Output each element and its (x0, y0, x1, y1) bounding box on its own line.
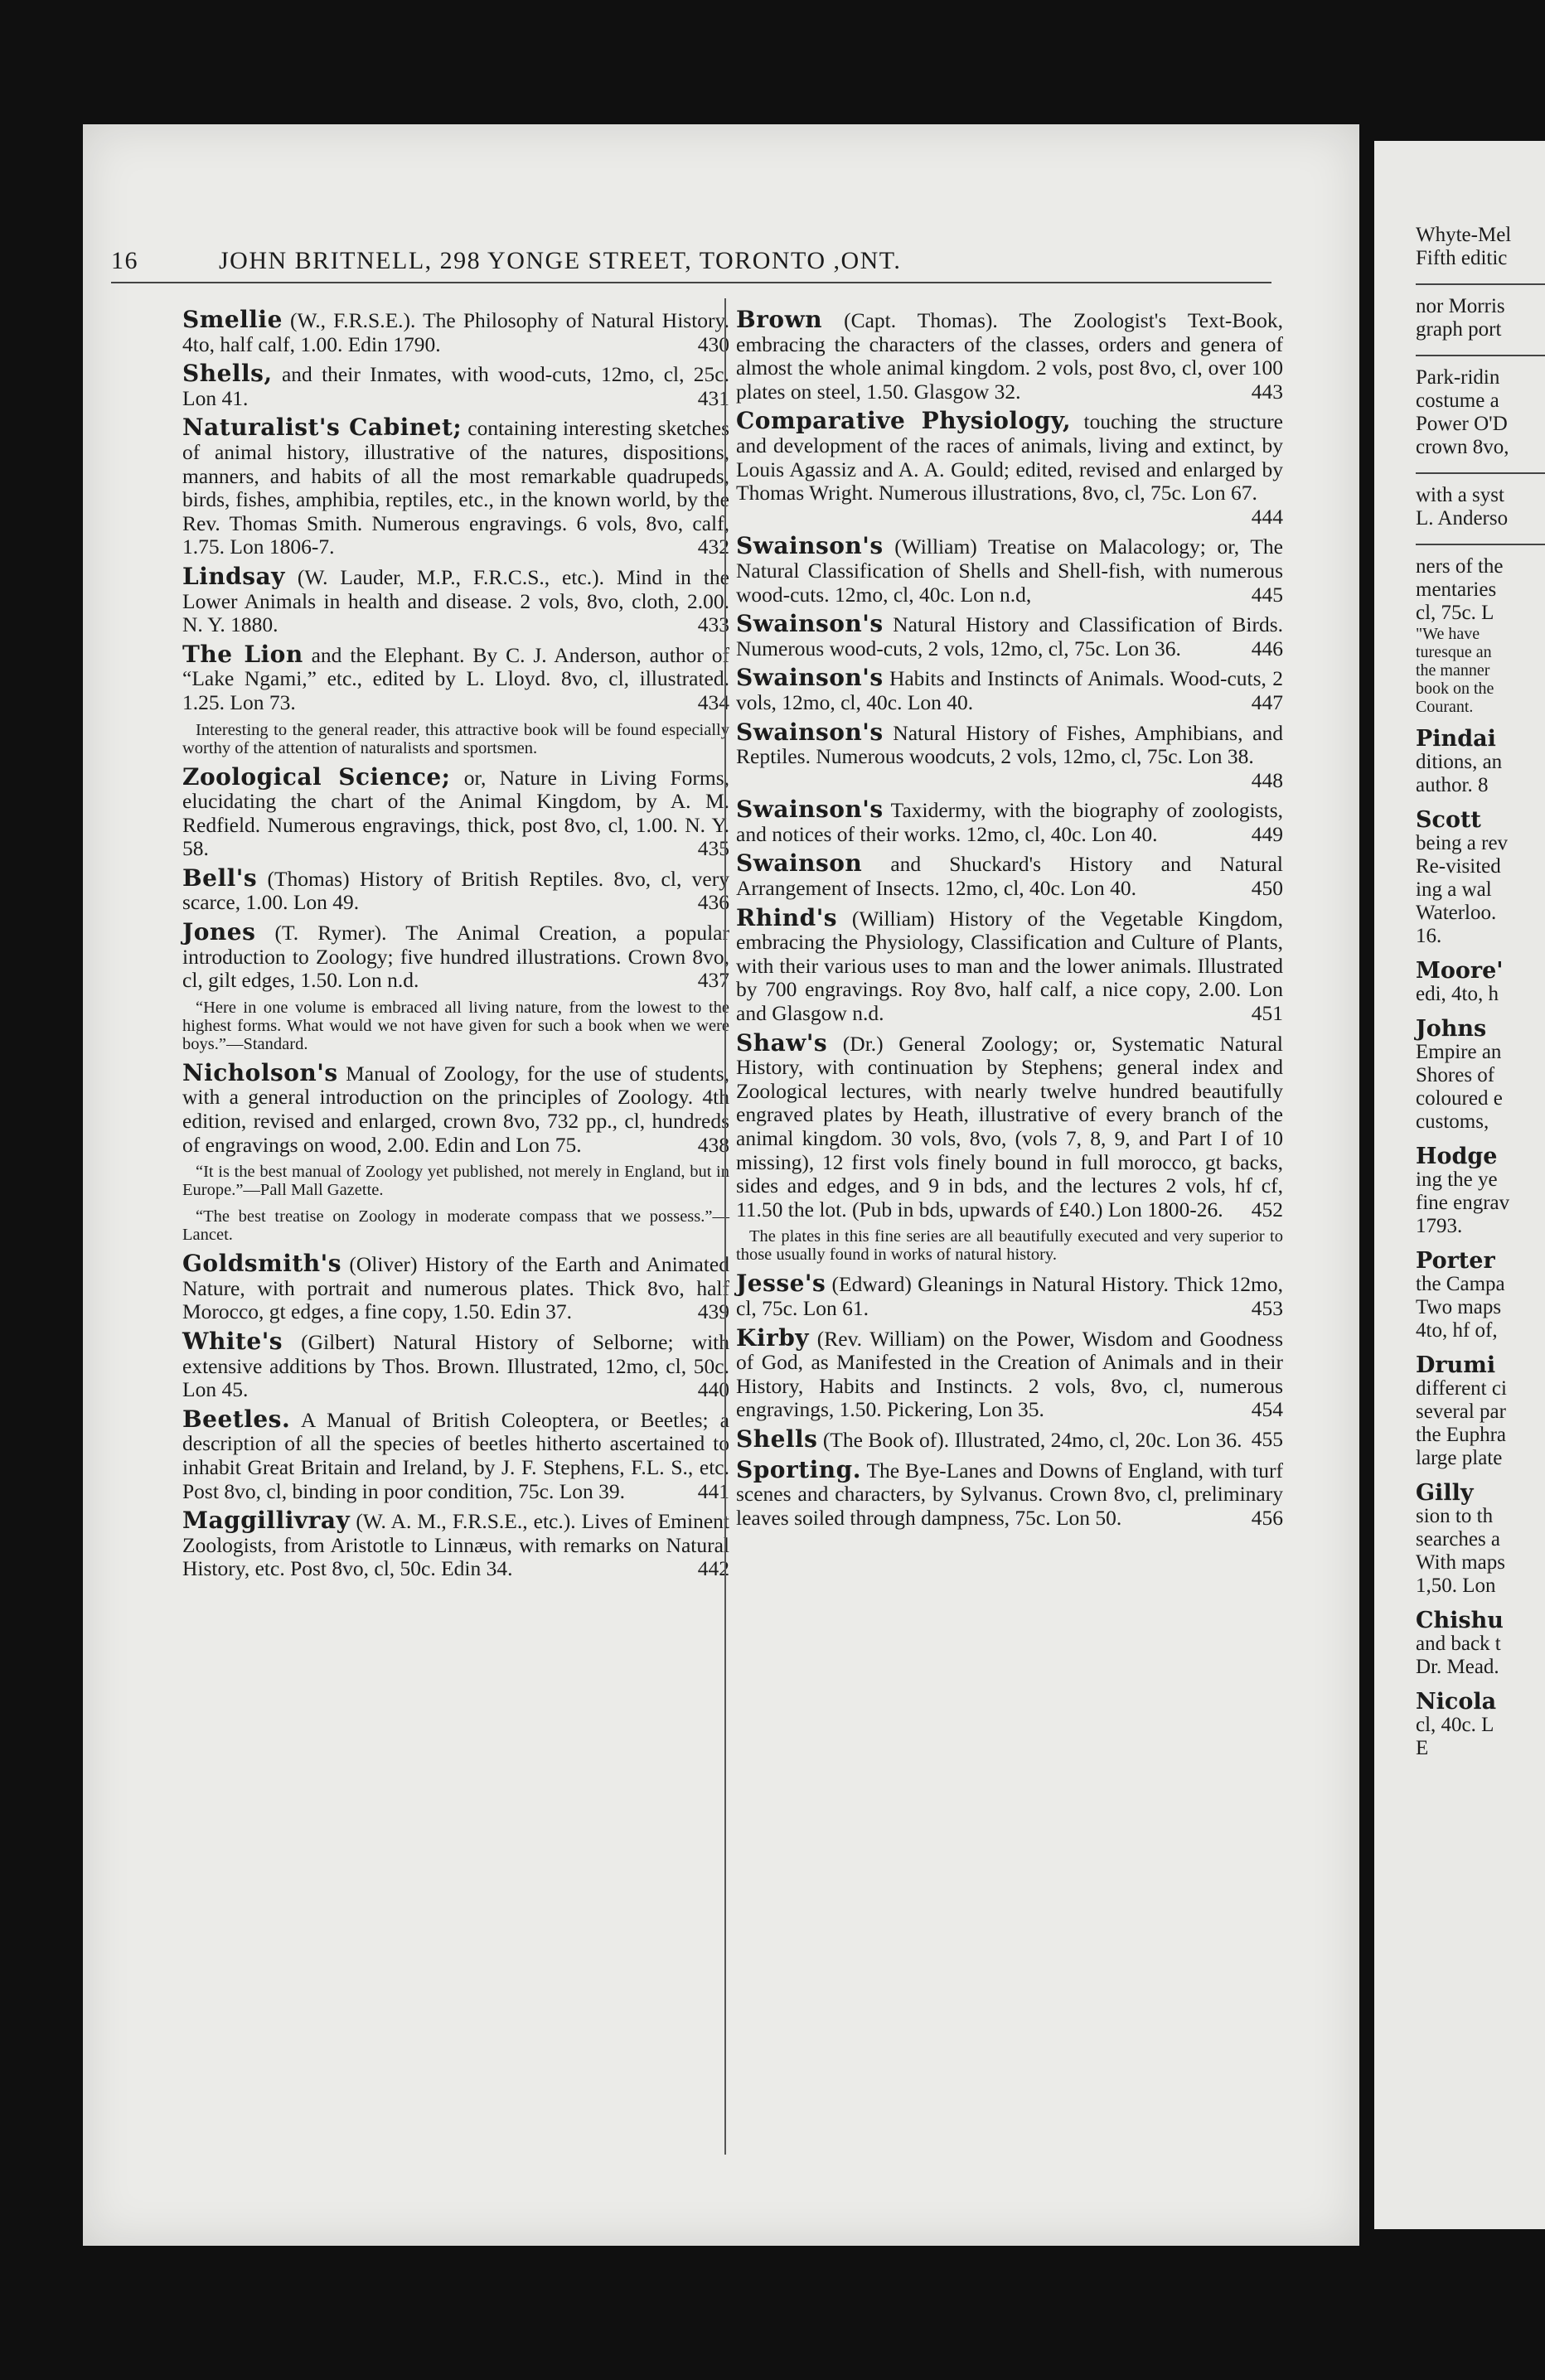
entry-description: (T. Rymer). The Animal Creation, a popular introduction to Zoology; five hundred illustrations. Crown 8vo, cl, gilt edges, 1.50. Lon n.d. (182, 921, 729, 993)
entry-heading: Sporting. (736, 1455, 861, 1483)
entry-heading: Nicholson's (182, 1058, 338, 1086)
next-page-edge (1374, 141, 1545, 2229)
next-page-text: the Campa (1416, 1273, 1505, 1295)
entry-description: and their Inmates, with wood-cuts, 12mo, cl, 25c. Lon 41. (182, 362, 729, 410)
next-page-text: Shores of (1416, 1064, 1495, 1086)
next-page-text: ing a wal (1416, 878, 1492, 901)
next-page-text: crown 8vo, (1416, 436, 1509, 458)
running-title: JOHN BRITNELL, 298 YONGE STREET, TORONTO ,ONT. (219, 247, 902, 274)
entry-heading: Shaw's (736, 1028, 828, 1057)
section-rule (1416, 544, 1545, 545)
entry-description: touching the structure and development of the races of animals, living and extinct, by Louis Agassiz and A. A. Gould; edited, revised and enlarged by Thomas Wright. Numerous illustrations, 8vo, cl, 75c. Lon 67. (736, 409, 1283, 506)
next-page-text: "We have (1416, 625, 1480, 643)
entry-number: 447 (1251, 689, 1283, 714)
entry-heading: White's (182, 1328, 283, 1355)
next-page-text: cl, 75c. L (1416, 602, 1494, 624)
entry-description: (The Book of). Illustrated, 24mo, cl, 20c. Lon 36. (817, 1427, 1242, 1452)
catalog-entry (182, 416, 729, 559)
next-page-text: and back t (1416, 1633, 1501, 1655)
page-number: 16 (111, 247, 138, 274)
entry-heading: Lindsay (182, 562, 285, 590)
next-page-text: Scott (1416, 807, 1481, 833)
section-rule (1416, 355, 1545, 356)
entry-note: “The best treatise on Zoology in moderate compass that we possess.”—Lancet. (182, 1207, 729, 1245)
entry-heading: Smellie (182, 306, 283, 333)
next-page-text: Gilly (1416, 1480, 1474, 1506)
catalog-entry (182, 362, 729, 410)
entry-description: and the Elephant. By C. J. Anderson, author of “Lake Ngami,” etc., edited by L. Lloyd. 8vo, cl, illustrated. 1.25. Lon 73. (182, 642, 729, 714)
next-page-text: different ci (1416, 1377, 1507, 1400)
next-page-text: Fifth editic (1416, 247, 1508, 269)
entry-description: (Dr.) General Zoology; or, Systematic Natural History, with continuation by Stephens; general index and Zoological lectures, with nearly twelve hundred beautifully engraved plates by Heath, illustrative of every branch of the animal kingdom. 30 vols, 8vo, (vols 7, 8, 9, and Part I of 10 missing), 12 first vols finely bound in full morocco, gt backs, sides and edges, and 9 in bds, and the lectures 2 vols, hf cf, 11.50 the lot. (Pub in bds, upwards of £40.) Lon 1800-26. (736, 1031, 1283, 1221)
page-header (111, 247, 1271, 275)
entry-number: 445 (1251, 582, 1283, 607)
next-page-text: cl, 40c. L (1416, 1714, 1494, 1736)
entry-description: (W. Lauder, M.P., F.R.C.S., etc.). Mind in the Lower Animals in health and disease. 2 vols, 8vo, cloth, 2.00. N. Y. 1880. (182, 564, 729, 637)
entry-description: and Shuckard's History and Natural Arrangement of Insects. 12mo, cl, 40c. Lon 40. (736, 852, 1283, 901)
entry-description: A Manual of British Coleoptera, or Beetles; a description of all the species of beetles hitherto ascertained to inhabit Great Britain and Ireland, by J. F. Stephens, F.L. S., etc. Post 8vo, cl, binding in poor condition, 75c. Lon 39. (182, 1407, 729, 1503)
next-page-text: searches a (1416, 1528, 1501, 1550)
next-page-text: ing the ye (1416, 1168, 1498, 1191)
entry-description: Taxidermy, with the biography of zoologists, and notices of their works. 12mo, cl, 40c. Lon 40. (736, 798, 1283, 846)
catalog-entry (182, 918, 729, 993)
entry-note: The plates in this fine series are all beautifully executed and very superior to those usually found in works of natural history. (736, 1227, 1283, 1265)
entry-number: 439 (697, 1299, 729, 1324)
entry-heading: Jones (182, 918, 256, 946)
next-page-text: 4to, hf of, (1416, 1319, 1498, 1342)
entry-heading: Shells (736, 1425, 818, 1453)
entry-description: (W., F.R.S.E.). The Philosophy of Natural History. 4to, half calf, 1.00. Edin 1790. (182, 308, 729, 356)
right-column (736, 308, 1283, 1536)
catalog-entry (736, 1028, 1283, 1222)
next-page-text: 16. (1416, 925, 1442, 947)
entry-heading: Swainson (736, 849, 863, 878)
next-page-text: Re-visited (1416, 855, 1501, 878)
catalog-entry (182, 562, 729, 637)
entry-heading: Comparative Physiology, (736, 407, 1072, 435)
entry-number: 437 (697, 968, 729, 993)
entry-number: 433 (697, 612, 729, 637)
entry-description: (W. A. M., F.R.S.E., etc.). Lives of Eminent Zoologists, from Aristotle to Linnæus, with remarks on Natural History, etc. Post 8vo, cl, 50c. Edin 34. (182, 1509, 729, 1581)
next-page-text: Two maps (1416, 1296, 1502, 1318)
entry-heading: Naturalist's Cabinet; (182, 414, 463, 442)
catalog-entry (736, 409, 1283, 529)
entry-heading: The Lion (182, 640, 303, 668)
catalog-entry (736, 666, 1283, 714)
entry-number: 449 (1251, 821, 1283, 846)
catalog-entry (736, 849, 1283, 901)
next-page-text: E (1416, 1737, 1429, 1759)
next-page-text: Moore' (1416, 958, 1504, 984)
entry-heading: Zoological Science; (182, 762, 451, 791)
section-rule (1416, 472, 1545, 474)
entry-heading: Brown (736, 306, 823, 333)
catalog-entry (736, 1455, 1283, 1531)
entry-number: 441 (697, 1478, 729, 1503)
entry-number: 440 (697, 1377, 729, 1402)
next-page-text: Whyte-Mel (1416, 224, 1512, 246)
entry-number: 436 (697, 890, 729, 915)
next-page-text: L. Anderso (1416, 507, 1509, 530)
next-page-text: Dr. Mead. (1416, 1656, 1499, 1678)
entry-heading: Beetles. (182, 1405, 291, 1433)
catalog-entry (182, 1252, 729, 1324)
entry-number: 442 (697, 1556, 729, 1581)
catalog-entry (182, 640, 729, 715)
entry-number: 456 (1251, 1505, 1283, 1530)
entry-number: 453 (1251, 1295, 1283, 1320)
next-page-text: sion to th (1416, 1505, 1494, 1527)
next-page-text: ditions, an (1416, 751, 1503, 773)
next-page-text: Nicola (1416, 1689, 1497, 1715)
entry-description: Natural History and Classification of Birds. Numerous wood-cuts, 2 vols, 12mo, cl, 75c. Lon 36. (736, 612, 1283, 660)
header-rule (111, 282, 1271, 283)
entry-description: (Edward) Gleanings in Natural History. Thick 12mo, cl, 75c. Lon 61. (736, 1272, 1283, 1320)
entry-heading: Bell's (182, 863, 258, 892)
catalog-entry (736, 308, 1283, 404)
next-page-text: the Euphra (1416, 1424, 1506, 1446)
entry-heading: Jesse's (736, 1270, 826, 1298)
entry-number: 451 (1251, 1001, 1283, 1026)
next-page-text: book on the (1416, 680, 1494, 698)
entry-number: 448 (1251, 767, 1283, 792)
entry-heading: Rhind's (736, 903, 838, 931)
next-page-text: ners of the (1416, 555, 1504, 578)
next-page-text: large plate (1416, 1447, 1503, 1469)
catalog-entry (736, 1323, 1283, 1422)
entry-number: 431 (697, 385, 729, 410)
entry-description: Natural History of Fishes, Amphibians, and Reptiles. Numerous woodcuts, 2 vols, 12mo, cl, 75c. Lon 38. (736, 720, 1283, 769)
next-page-text: 1793. (1416, 1215, 1463, 1237)
entry-description: (Thomas) History of British Reptiles. 8vo, cl, very scarce, 1.00. Lon 49. (182, 866, 729, 915)
entry-number: 444 (1251, 504, 1283, 529)
next-page-text: Power O'D (1416, 413, 1508, 435)
entry-number: 432 (697, 535, 729, 559)
entry-heading: Shells, (182, 360, 273, 388)
catalog-entry (182, 1058, 729, 1157)
entry-description: The Bye-Lanes and Downs of England, with turf scenes and characters, by Sylvanus. Crown 8vo, cl, preliminary leaves soiled through dampness, 75c. Lon 50. (736, 1458, 1283, 1530)
next-page-text: 1,50. Lon (1416, 1575, 1496, 1597)
next-page-text: fine engrav (1416, 1192, 1510, 1214)
catalog-entry (736, 718, 1283, 793)
next-page-text: Hodge (1416, 1144, 1498, 1169)
next-page-text: with a syst (1416, 484, 1504, 506)
next-page-text: Waterloo. (1416, 902, 1497, 924)
next-page-text: costume a (1416, 389, 1499, 412)
catalog-entry (736, 1272, 1283, 1320)
catalog-entry (736, 1425, 1283, 1453)
catalog-entry (182, 762, 729, 861)
catalog-entry (182, 863, 729, 915)
next-page-text: Empire an (1416, 1041, 1502, 1063)
entry-number: 452 (1251, 1197, 1283, 1221)
entry-number: 454 (1251, 1397, 1283, 1422)
catalog-entry (182, 308, 729, 356)
catalog-entry (182, 1509, 729, 1581)
catalog-entry (736, 798, 1283, 846)
next-page-text: Chishu (1416, 1608, 1504, 1633)
entry-heading: Swainson's (736, 610, 884, 638)
column-divider (724, 298, 726, 2155)
next-page-text: edi, 4to, h (1416, 983, 1499, 1005)
next-page-text: the manner (1416, 661, 1490, 680)
entry-description: (Rev. William) on the Power, Wisdom and Goodness of God, as Manifested in the Creation of Animals and in their History, Habits and Instincts. 2 vols, 8vo, cl, numerous engravings, 1.50. Pickering, Lon 35. (736, 1326, 1283, 1422)
entry-description: (Gilbert) Natural History of Selborne; with extensive additions by Thos. Brown. Illustrated, 12mo, cl, 50c. Lon 45. (182, 1330, 729, 1402)
entry-heading: Swainson's (736, 664, 884, 692)
next-page-text: Johns (1416, 1016, 1487, 1042)
entry-note: “Here in one volume is embraced all living nature, from the lowest to the highest forms. What would we not have given for such a book when we were boys.”—Standard. (182, 998, 729, 1053)
entry-number: 446 (1251, 636, 1283, 660)
next-page-text: coloured e (1416, 1087, 1503, 1110)
catalog-entry (182, 1330, 729, 1402)
next-page-text: several par (1416, 1400, 1506, 1423)
next-page-text: customs, (1416, 1110, 1489, 1133)
section-rule (1416, 283, 1545, 285)
entry-heading: Swainson's (736, 796, 884, 824)
entry-number: 450 (1251, 876, 1283, 901)
next-page-text: being a rev (1416, 832, 1509, 854)
next-page-text: Drumi (1416, 1352, 1496, 1378)
entry-heading: Goldsmith's (182, 1250, 341, 1278)
next-page-text: Courant. (1416, 698, 1474, 716)
catalog-entry (736, 532, 1283, 607)
entry-heading: Kirby (736, 1323, 810, 1352)
entry-number: 455 (1251, 1426, 1283, 1451)
catalog-entry (736, 903, 1283, 1026)
entry-description: (William) History of the Vegetable Kingdom, embracing the Physiology, Classification and Culture of Plants, with their various uses to man and the lower animals. Illustrated by 700 engravings. Roy 8vo, half calf, a nice copy, 2.00. Lon and Glasgow n.d. (736, 906, 1283, 1026)
entry-number: 434 (697, 689, 729, 714)
next-page-text: author. 8 (1416, 774, 1489, 796)
entry-note: Interesting to the general reader, this attractive book will be found especially worthy of the attention of naturalists and sportsmen. (182, 720, 729, 757)
entry-description: (William) Treatise on Malacology; or, The Natural Classification of Shells and Shell-fish, with numerous wood-cuts. 12mo, cl, 40c. Lon n.d, (736, 535, 1283, 607)
catalog-entry (736, 612, 1283, 660)
next-page-text: Park-ridin (1416, 366, 1500, 389)
entry-heading: Swainson's (736, 532, 884, 560)
entry-note: “It is the best manual of Zoology yet published, not merely in England, but in Europe.”—Pall Mall Gazette. (182, 1163, 729, 1200)
next-page-text: mentaries (1416, 578, 1497, 601)
entry-description: (Oliver) History of the Earth and Animated Nature, with portrait and numerous plates. Thick 8vo, half Morocco, gt edges, a fine copy, 1.50. Edin 37. (182, 1252, 729, 1324)
next-page-text: With maps (1416, 1551, 1506, 1574)
entry-heading: Swainson's (736, 718, 884, 746)
entry-number: 430 (697, 331, 729, 356)
next-page-text: turesque an (1416, 643, 1492, 661)
entry-description: containing interesting sketches of animal history, illustrative of the natures, dispositions, manners, and habits of all the most remarkable quadrupeds, birds, fishes, amphibia, reptiles, etc., in the known world, by the Rev. Thomas Smith. Numerous engravings. 6 vols, 8vo, calf, 1.75. Lon 1806-7. (182, 416, 730, 559)
entry-number: 435 (697, 836, 729, 861)
entry-description: Habits and Instincts of Animals. Wood-cuts, 2 vols, 12mo, cl, 40c. Lon 40. (736, 666, 1283, 714)
entry-description: (Capt. Thomas). The Zoologist's Text-Book, embracing the characters of the classes, orders and genera of almost the whole animal kingdom. 2 vols, post 8vo, cl, over 100 plates on steel, 1.50. Glasgow 32. (736, 308, 1283, 404)
next-page-text: nor Morris (1416, 295, 1505, 317)
entry-description: Manual of Zoology, for the use of students, with a general introduction on the principles of Zoology. 4th edition, revised and enlarged, crown 8vo, 732 pp., cl, hundreds of engravings on wood, 2.00. Edin and Lon 75. (182, 1061, 729, 1157)
entry-number: 443 (1251, 379, 1283, 404)
catalog-entry (182, 1405, 729, 1503)
next-page-text: Porter (1416, 1248, 1495, 1274)
entry-number: 438 (697, 1132, 729, 1157)
entry-description: or, Nature in Living Forms, elucidating the chart of the Animal Kingdom, by A. M. Redfield. Numerous engravings, thick, post 8vo, cl, 1.00. N. Y. 58. (182, 765, 729, 861)
left-column (182, 308, 729, 1587)
next-page-text: Pindai (1416, 726, 1496, 752)
entry-heading: Maggillivray (182, 1507, 351, 1535)
next-page-text: graph port (1416, 318, 1502, 341)
